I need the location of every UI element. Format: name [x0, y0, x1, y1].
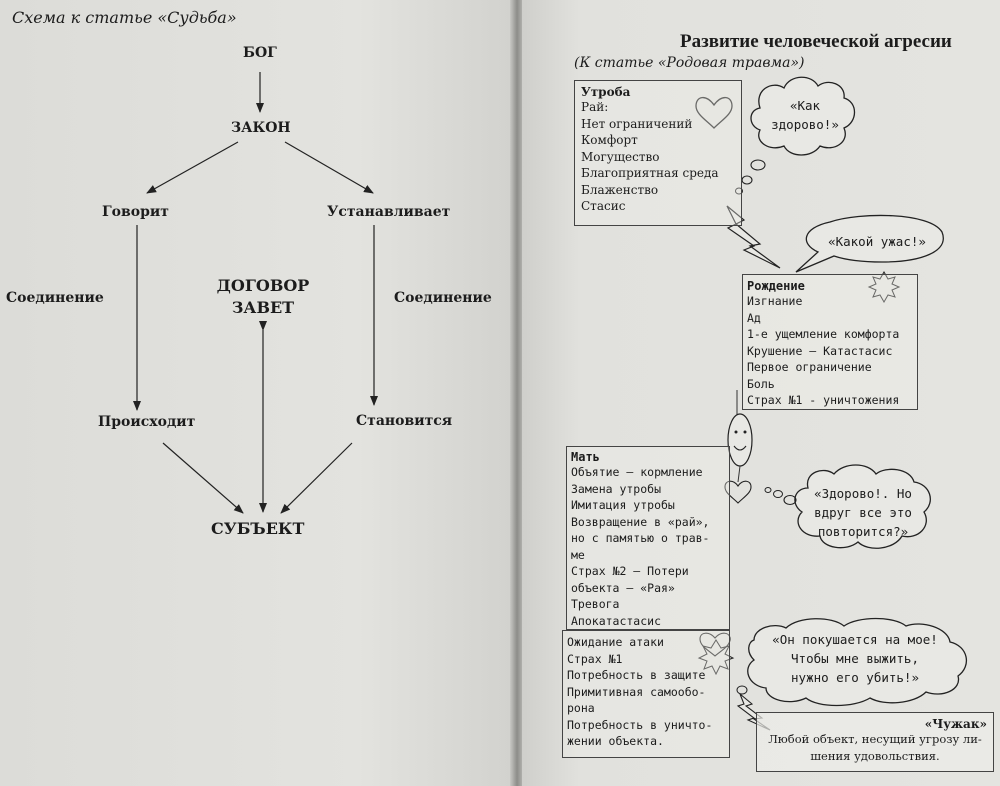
bubble-kill-text [762, 630, 948, 687]
mother-item: Возвращение в «рай», [571, 514, 710, 529]
attack-item: рона [567, 701, 595, 715]
bubble-line: «Здорово!. Но [814, 486, 912, 501]
arrow-law-establishes [285, 142, 373, 193]
bubble-line: «Он покушается на мое! [772, 632, 938, 647]
box-stranger [756, 712, 994, 772]
box-mother-title: Мать [571, 450, 600, 464]
attack-item: жении объекта. [567, 734, 664, 748]
womb-item: Могущество [581, 149, 660, 164]
node-happens: Происходит [98, 414, 196, 430]
attack-item: Страх №1 [567, 651, 623, 666]
arrow-law-speaks [147, 142, 238, 193]
birth-item: Крушение – Катастасис [747, 343, 893, 358]
node-speaks: Говорит [102, 204, 169, 220]
womb-item: Комфорт [581, 133, 638, 147]
womb-item: Рай: [581, 100, 609, 114]
mother-item: объекта – «Рая» [571, 580, 675, 595]
attack-item: Примитивная самообо- [567, 684, 706, 699]
mother-item: Объятие – кормление [571, 465, 703, 479]
mother-item: ме [571, 547, 585, 562]
node-law: ЗАКОН [231, 120, 291, 136]
node-establishes: Устанавливает [327, 204, 451, 220]
bubble-line: вдруг все это [814, 505, 912, 520]
womb-item: Благоприятная среда [581, 166, 719, 180]
node-subject: СУБЪЕКТ [211, 519, 305, 538]
mother-item: Апокатастасис [571, 613, 662, 628]
womb-item: Блаженство [581, 182, 659, 197]
node-contract: ДОГОВОР [216, 276, 310, 295]
mother-item: Замена утробы [571, 481, 662, 496]
attack-item: Потребность в защите [567, 668, 706, 682]
birth-item: 1-е ущемление комфорта [747, 327, 900, 341]
label-connection-right: Соединение [394, 290, 492, 306]
birth-item: Боль [747, 376, 775, 391]
arrow-happens-subject [163, 443, 243, 513]
box-womb-title: Утроба [581, 85, 631, 99]
node-covenant: ЗАВЕТ [231, 298, 295, 317]
box-mother [566, 446, 730, 630]
box-birth [742, 274, 918, 410]
diagram-title: Развитие человеческой агресии [680, 31, 952, 52]
box-stranger-title: «Чужак» [924, 717, 987, 731]
birth-item: Первое ограничение [747, 360, 872, 374]
left-page-header: Схема к статье «Судьба» [12, 8, 237, 27]
birth-item: Ад [747, 310, 761, 325]
diagram-subtitle: (К статье «Родовая травма») [574, 55, 805, 71]
box-attack [562, 630, 730, 758]
attack-item: Потребность в уничто- [567, 717, 713, 732]
node-god: БОГ [243, 45, 277, 61]
box-womb [574, 80, 742, 226]
womb-item: Стасис [581, 199, 626, 213]
bubble-line: Чтобы мне выжить, [791, 651, 919, 666]
bubble-again-text [804, 484, 922, 541]
smiley-icon [728, 414, 752, 466]
node-becomes: Становится [356, 413, 453, 429]
bubble-horror-text: «Какой ужас!» [828, 234, 926, 249]
birth-item: Изгнание [747, 294, 803, 308]
womb-item: Нет ограничений [581, 116, 693, 131]
stranger-item: Любой объект, несущий угрозу ли- [768, 732, 982, 746]
right-page [522, 0, 1000, 786]
bubble-line: нужно его убить!» [791, 670, 919, 685]
birth-item: Страх №1 - уничтожения [747, 393, 900, 407]
label-connection-left: Соединение [6, 290, 104, 306]
bubble-line: «Как [789, 98, 821, 113]
bubble-line: здорово!» [771, 117, 839, 132]
arrow-becomes-subject [281, 443, 352, 513]
attack-item: Ожидание атаки [567, 635, 664, 649]
bubble-line: повторится?» [817, 524, 909, 539]
node-contract-covenant [215, 275, 311, 319]
box-birth-title: Рождение [747, 279, 805, 293]
bubble-how-nice-text [768, 96, 842, 134]
stranger-item: шения удовольствия. [810, 748, 940, 763]
mother-item: но с памятью о трав- [571, 531, 710, 545]
mother-item: Имитация утробы [571, 498, 675, 512]
mother-item: Тревога [571, 597, 620, 611]
mother-item: Страх №2 – Потери [571, 564, 689, 578]
